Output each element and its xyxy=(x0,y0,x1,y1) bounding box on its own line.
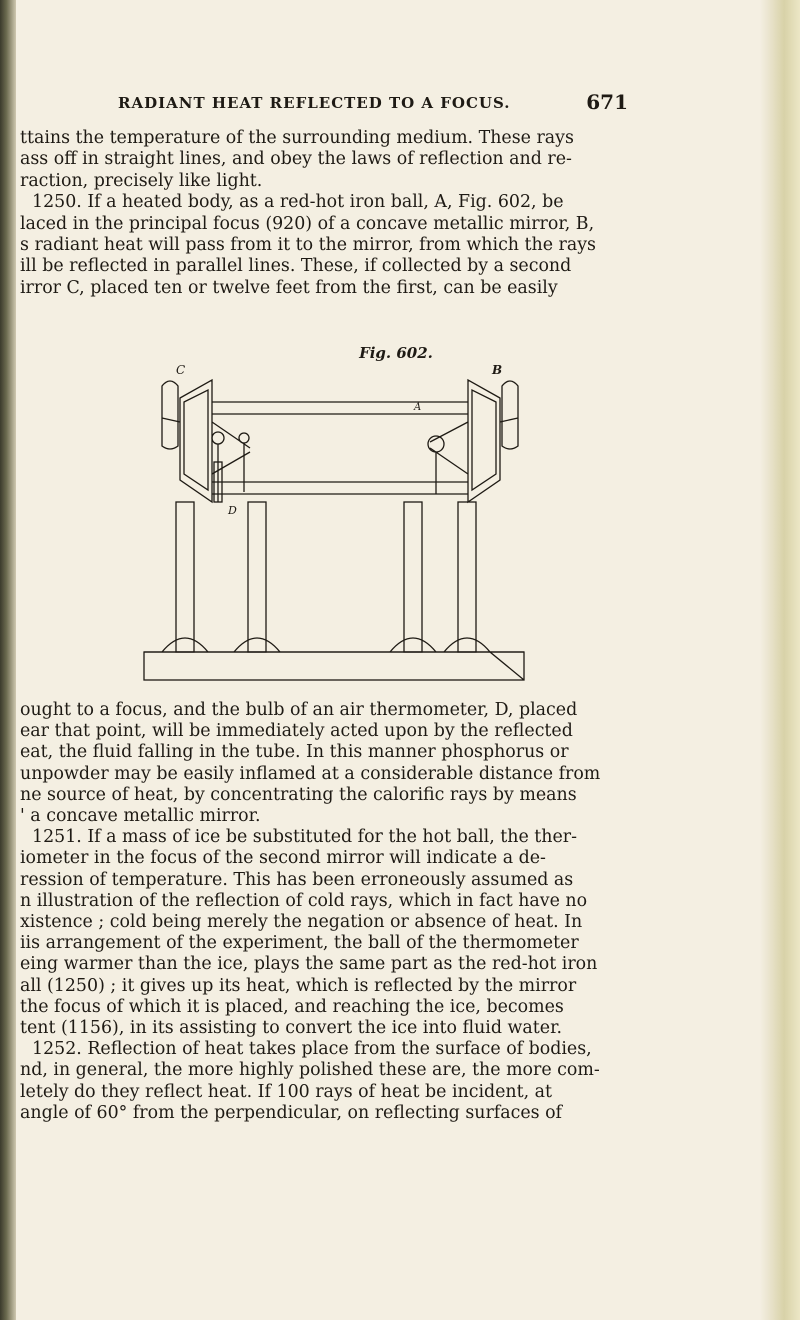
foot-left-inner xyxy=(234,638,280,652)
mirror-b-pivot xyxy=(500,418,518,422)
stand-knob xyxy=(239,433,249,443)
mirror-b-dish xyxy=(468,380,500,502)
running-title: RADIANT HEAT REFLECTED TO A FOCUS. xyxy=(118,94,511,112)
text-line: xistence ; cold being merely the negation or absence of heat. In xyxy=(20,912,583,933)
text-line: all (1250) ; it gives up its heat, which is reflected by the mirror xyxy=(20,975,577,996)
text-line: the focus of which it is placed, and reaching the ice, becomes xyxy=(20,996,564,1017)
text-line: iometer in the focus of the second mirror will indicate a de- xyxy=(20,848,546,869)
left-column-outer xyxy=(176,502,194,652)
paragraph-1251-start: 1251. If a mass of ice be substituted for the hot ball, the ther- xyxy=(32,827,577,848)
foot-right xyxy=(444,638,524,680)
text-line: ear that point, will be immediately acted upon by the reflected xyxy=(20,721,573,742)
paragraph-1250-start: 1250. If a heated body, as a red-hot iron ball, A, Fig. 602, be xyxy=(32,192,564,213)
text-line: irror C, placed ten or twelve feet from the first, can be easily xyxy=(20,277,558,298)
text-line: s radiant heat will pass from it to the mirror, from which the rays xyxy=(20,235,596,256)
thermometer-bulb xyxy=(212,432,224,444)
page-binding-edge xyxy=(0,0,16,1320)
mirror-c-dish xyxy=(180,380,212,502)
text-line: iis arrangement of the experiment, the ball of the thermometer xyxy=(20,933,579,954)
text-line: ttains the temperature of the surrounding medium. These rays xyxy=(20,128,574,148)
mirror-b-inner xyxy=(472,390,496,490)
text-line: eing warmer than the ice, plays the same part as the red-hot iron xyxy=(20,954,598,975)
paragraph-1252-start: 1252. Reflection of heat takes place from the surface of bodies, xyxy=(32,1039,592,1060)
mirror-c-inner xyxy=(184,390,208,490)
left-column-inner xyxy=(248,502,266,652)
text-line: ass off in straight lines, and obey the laws of reflection and re- xyxy=(20,149,572,170)
label-ball-a: A xyxy=(414,402,422,413)
text-line: unpowder may be easily inflamed at a considerable distance from xyxy=(20,763,601,784)
text-line: laced in the principal focus (920) of a concave metallic mirror, B, xyxy=(20,213,595,234)
body-text-top xyxy=(20,128,770,299)
text-line: eat, the fluid falling in the tube. In this manner phosphorus or xyxy=(20,742,569,763)
label-mirror-c: C xyxy=(176,363,186,377)
base-platform xyxy=(144,652,524,680)
figure-602-reflecting-mirrors xyxy=(140,362,540,692)
right-column-inner xyxy=(404,502,422,652)
text-line: raction, precisely like light. xyxy=(20,170,263,191)
foot-left xyxy=(162,638,208,652)
label-thermometer-d: D xyxy=(228,504,237,517)
text-line: ression of temperature. This has been erroneously assumed as xyxy=(20,869,574,890)
text-line: ought to a focus, and the bulb of an air thermometer, D, placed xyxy=(20,700,578,720)
right-column-outer xyxy=(458,502,476,652)
text-line: angle of 60° from the perpendicular, on reflecting surfaces of xyxy=(20,1102,562,1123)
text-line: letely do they reflect heat. If 100 rays of heat be incident, at xyxy=(20,1081,553,1102)
ray-converge-right-1 xyxy=(430,422,468,442)
text-line: ill be reflected in parallel lines. These, if collected by a second xyxy=(20,256,572,277)
mirror-c-rim xyxy=(162,381,178,449)
mirror-b-rim xyxy=(502,381,518,449)
mirror-c-pivot xyxy=(162,418,180,422)
text-line: tent (1156), in its assisting to convert the ice into fluid water. xyxy=(20,1018,562,1039)
label-mirror-b: B xyxy=(492,363,503,377)
page-header xyxy=(118,90,628,116)
text-line: ' a concave metallic mirror. xyxy=(20,806,261,827)
text-line: n illustration of the reflection of cold rays, which in fact have no xyxy=(20,890,588,911)
body-text-bottom xyxy=(20,700,770,1124)
text-line: nd, in general, the more highly polished these are, the more com- xyxy=(20,1060,600,1081)
text-line: ne source of heat, by concentrating the calorific rays by means xyxy=(20,784,577,805)
figure-caption: Fig. 602. xyxy=(359,344,433,362)
foot-right-inner xyxy=(390,638,436,652)
page-number: 671 xyxy=(586,90,628,114)
